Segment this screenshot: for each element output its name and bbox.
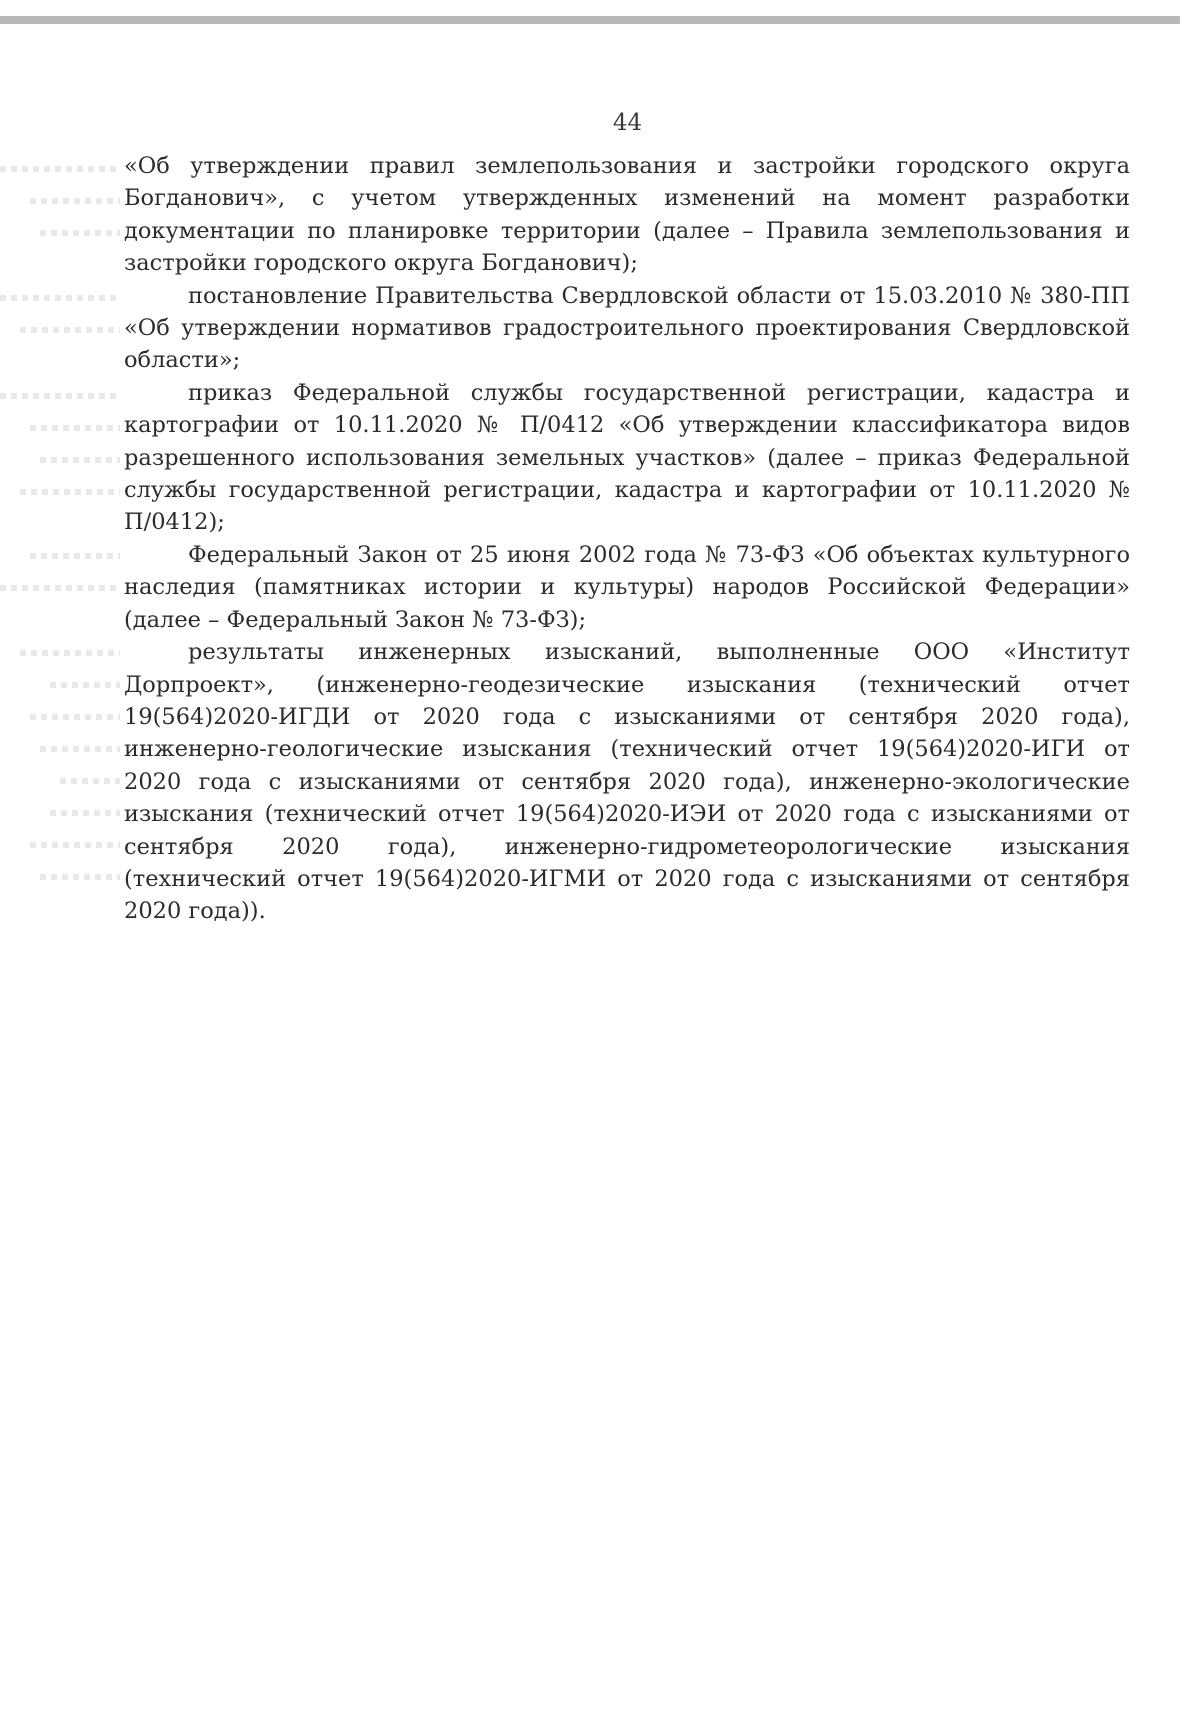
scan-artifact [30,198,120,204]
scan-artifact [50,682,120,688]
page-number: 44 [612,110,643,136]
scan-artifact [0,166,120,172]
scan-artifact [30,425,120,431]
paragraph-rosreestr-order: приказ Федеральной службы государственной регистрации, кадастра и картографии от 10.11.2020 № П/0412 «Об утверждении классификатора видов разрешенного использования земельных участков» (далее – приказ Федеральной службы государственной регистрации, кадастра и картографии от 10.11.2020 № П/0412); [124,379,1130,536]
scan-artifact [40,457,120,463]
scan-artifact [30,714,120,720]
scan-artifact [20,327,120,333]
scan-artifact [0,585,120,591]
scan-artifact [0,393,120,399]
scan-artifact [30,842,120,848]
paragraph-sverdlovsk-resolution: постановление Правительства Свердловской области от 15.03.2010 № 380-ПП «Об утверждении нормативов градостроительного проектирования Свердловской области»; [124,282,1130,374]
paragraph-engineering-surveys: результаты инженерных изысканий, выполненные ООО «Институт Дорпроект», (инженерно-геодезические изыскания (технический отчет 19(564)2020-ИГДИ от 2020 года с изысканиями от сентября 2020 года), инженерно-геологические изыскания (технический отчет 19(564)2020-ИГИ от 2020 года с изысканиями от сентября 2020 года), инженерно-экологические изыскания (технический отчет 19(564)2020-ИЭИ от 2020 года с изысканиями от сентября 2020 года), инженерно-гидрометеорологические изыскания (технический отчет 19(564)2020-ИГМИ от 2020 года с изысканиями от сентября 2020 года)). [124,639,1130,925]
scan-artifact [20,650,120,656]
scan-artifact [0,295,120,301]
document-body [124,150,1130,928]
scan-artifact [30,553,120,559]
scan-artifact [40,746,120,752]
scan-edge-bar [0,16,1180,24]
paragraph-land-use-rules: «Об утверждении правил землепользования и застройки городского округа Богданович», с учетом утвержденных изменений на момент разработки документации по планировке территории (далее – Правила землепользования и застройки городского округа Богданович); [124,153,1130,277]
scan-artifact [40,874,120,880]
scan-artifact [40,230,120,236]
paragraph-federal-law-73: Федеральный Закон от 25 июня 2002 года № 73-ФЗ «Об объектах культурного наследия (памятниках истории и культуры) народов Российской Федерации» (далее – Федеральный Закон № 73-ФЗ); [124,541,1130,633]
scan-artifact [60,778,120,784]
scan-artifact [50,810,120,816]
scan-artifact [20,489,120,495]
